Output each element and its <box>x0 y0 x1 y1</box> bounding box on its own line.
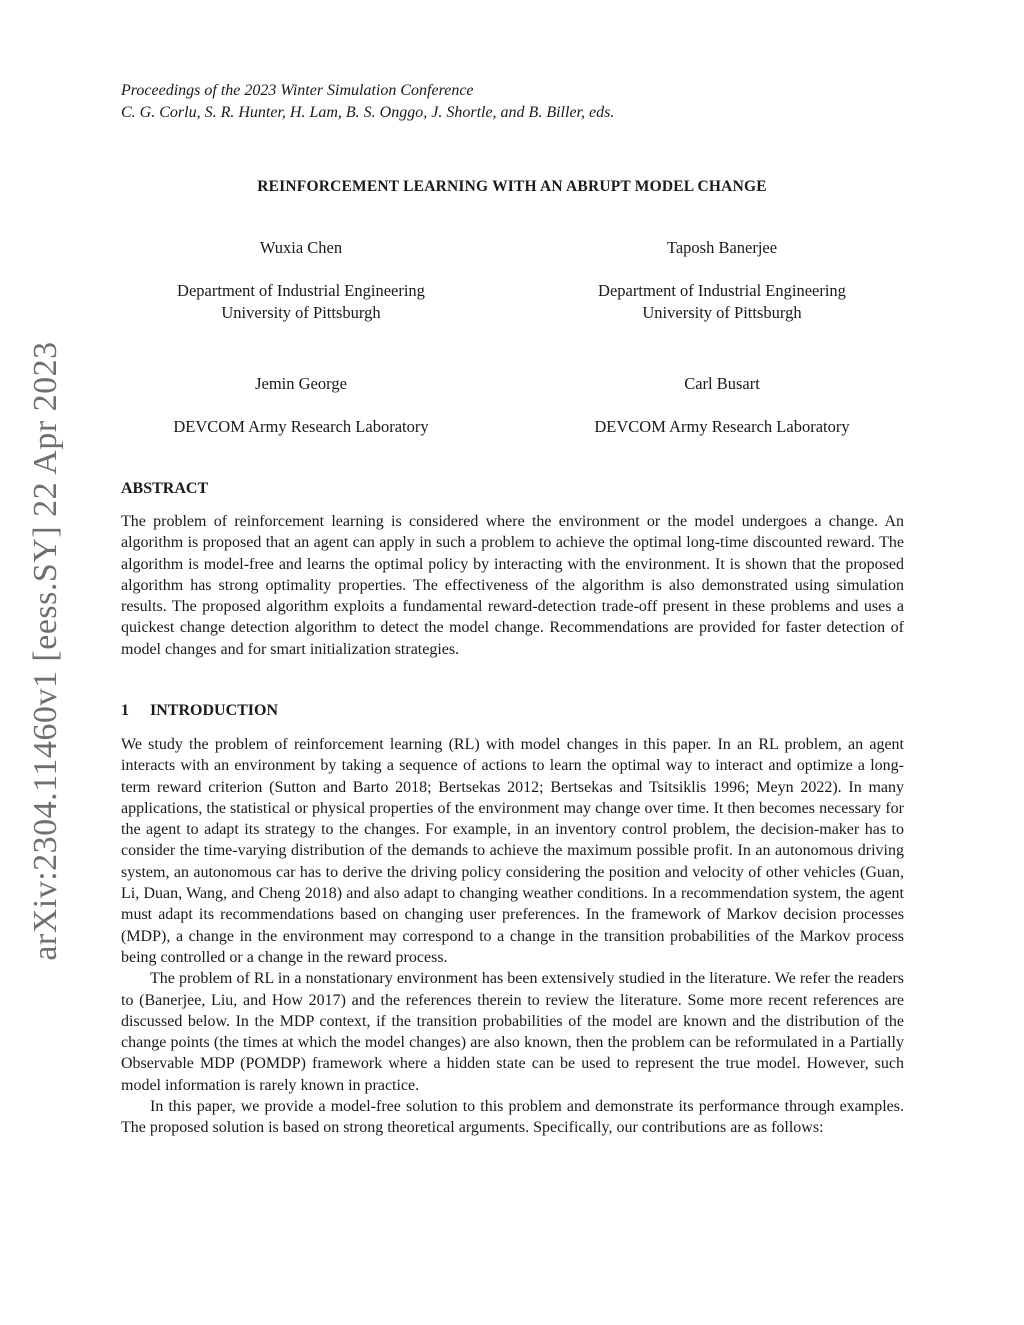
intro-paragraph-2: The problem of RL in a nonstationary environment has been extensively studied in the literature. We refer the readers to (Banerjee, Liu, and How 2017) and the references therein to review the literature. Some more recent references are discussed below. In the MDP context, if the transition probabilities of the model are known and the distribution of the change points (the times at which the model changes) are also known, then the problem can be reformulated in a Partially Observable MDP (POMDP) framework where a hidden state can be used to represent the true model. However, such model information is rarely known in practice. <box>121 970 904 1094</box>
author-name: Jemin George <box>255 374 347 393</box>
abstract-body <box>121 511 904 660</box>
section-title: INTRODUCTION <box>150 702 279 719</box>
section-number: 1 <box>121 702 129 719</box>
author-block-1 <box>121 237 481 324</box>
author-block-3 <box>121 373 481 438</box>
abstract-heading: ABSTRACT <box>121 480 209 497</box>
arxiv-side-stamp: arXiv:2304.11460v1 [eess.SY] 22 Apr 2023 <box>27 341 64 961</box>
author-block-4 <box>542 373 902 438</box>
author-department: Department of Industrial Engineering <box>177 281 425 300</box>
introduction-heading <box>121 702 278 720</box>
editors-line: C. G. Corlu, S. R. Hunter, H. Lam, B. S. Onggo, J. Shortle, and B. Biller, eds. <box>121 104 615 121</box>
author-university: University of Pittsburgh <box>642 303 802 322</box>
author-name: Carl Busart <box>684 374 760 393</box>
author-name: Wuxia Chen <box>259 238 343 257</box>
author-name: Taposh Banerjee <box>666 238 778 257</box>
intro-paragraph-1: We study the problem of reinforcement learning (RL) with model changes in this paper. In an RL problem, an agent interacts with an environment by taking a sequence of actions to learn the optimal way to interact and optimize a long-term reward criterion (Sutton and Barto 2018; Bertsekas 2012; Bertsekas and Tsitsiklis 1996; Meyn 2022). In many applications, the statistical or physical properties of the environment may change over time. It then becomes necessary for the agent to adapt its strategy to the changes. For example, in an inventory control problem, the decision-maker has to consider the time-varying distribution of the demands to achieve the maximum possible profit. In an autonomous driving system, an autonomous car has to derive the driving policy considering the position and velocity of other vehicles (Guan, Li, Duan, Wang, and Cheng 2018) and also adapt to changing weather conditions. In a recommendation system, the agent must adapt its recommendations based on changing user preferences. In the framework of Markov decision processes (MDP), a change in the environment may correspond to a change in the transition probabilities of the Markov process being controlled or a change in the reward process. <box>121 736 904 966</box>
introduction-body <box>121 734 904 1139</box>
author-department: Department of Industrial Engineering <box>598 281 846 300</box>
abstract-paragraph: The problem of reinforcement learning is considered where the environment or the model undergoes a change. An algorithm is proposed that an agent can apply in such a problem to achieve the optimal long-time discounted reward. The algorithm is model-free and learns the optimal policy by interacting with the environment. It is shown that the proposed algorithm has strong optimality properties. The effectiveness of the algorithm is also demonstrated using simulation results. The proposed algorithm exploits a fundamental reward-detection trade-off present in these problems and uses a quickest change detection algorithm to detect the model change. Recommendations are provided for faster detection of model changes and for smart initialization strategies. <box>121 513 904 658</box>
author-affiliation: DEVCOM Army Research Laboratory <box>594 417 850 436</box>
proceedings-line: Proceedings of the 2023 Winter Simulation Conference <box>121 82 474 99</box>
author-affiliation: DEVCOM Army Research Laboratory <box>173 417 429 436</box>
paper-title: REINFORCEMENT LEARNING WITH AN ABRUPT MODEL CHANGE <box>257 178 767 195</box>
intro-paragraph-3: In this paper, we provide a model-free solution to this problem and demonstrate its performance through examples. The proposed solution is based on strong theoretical arguments. Specifically, our contributions are as follows: <box>121 1098 904 1137</box>
author-block-2 <box>542 237 902 324</box>
author-university: University of Pittsburgh <box>221 303 381 322</box>
conference-header <box>121 80 614 124</box>
